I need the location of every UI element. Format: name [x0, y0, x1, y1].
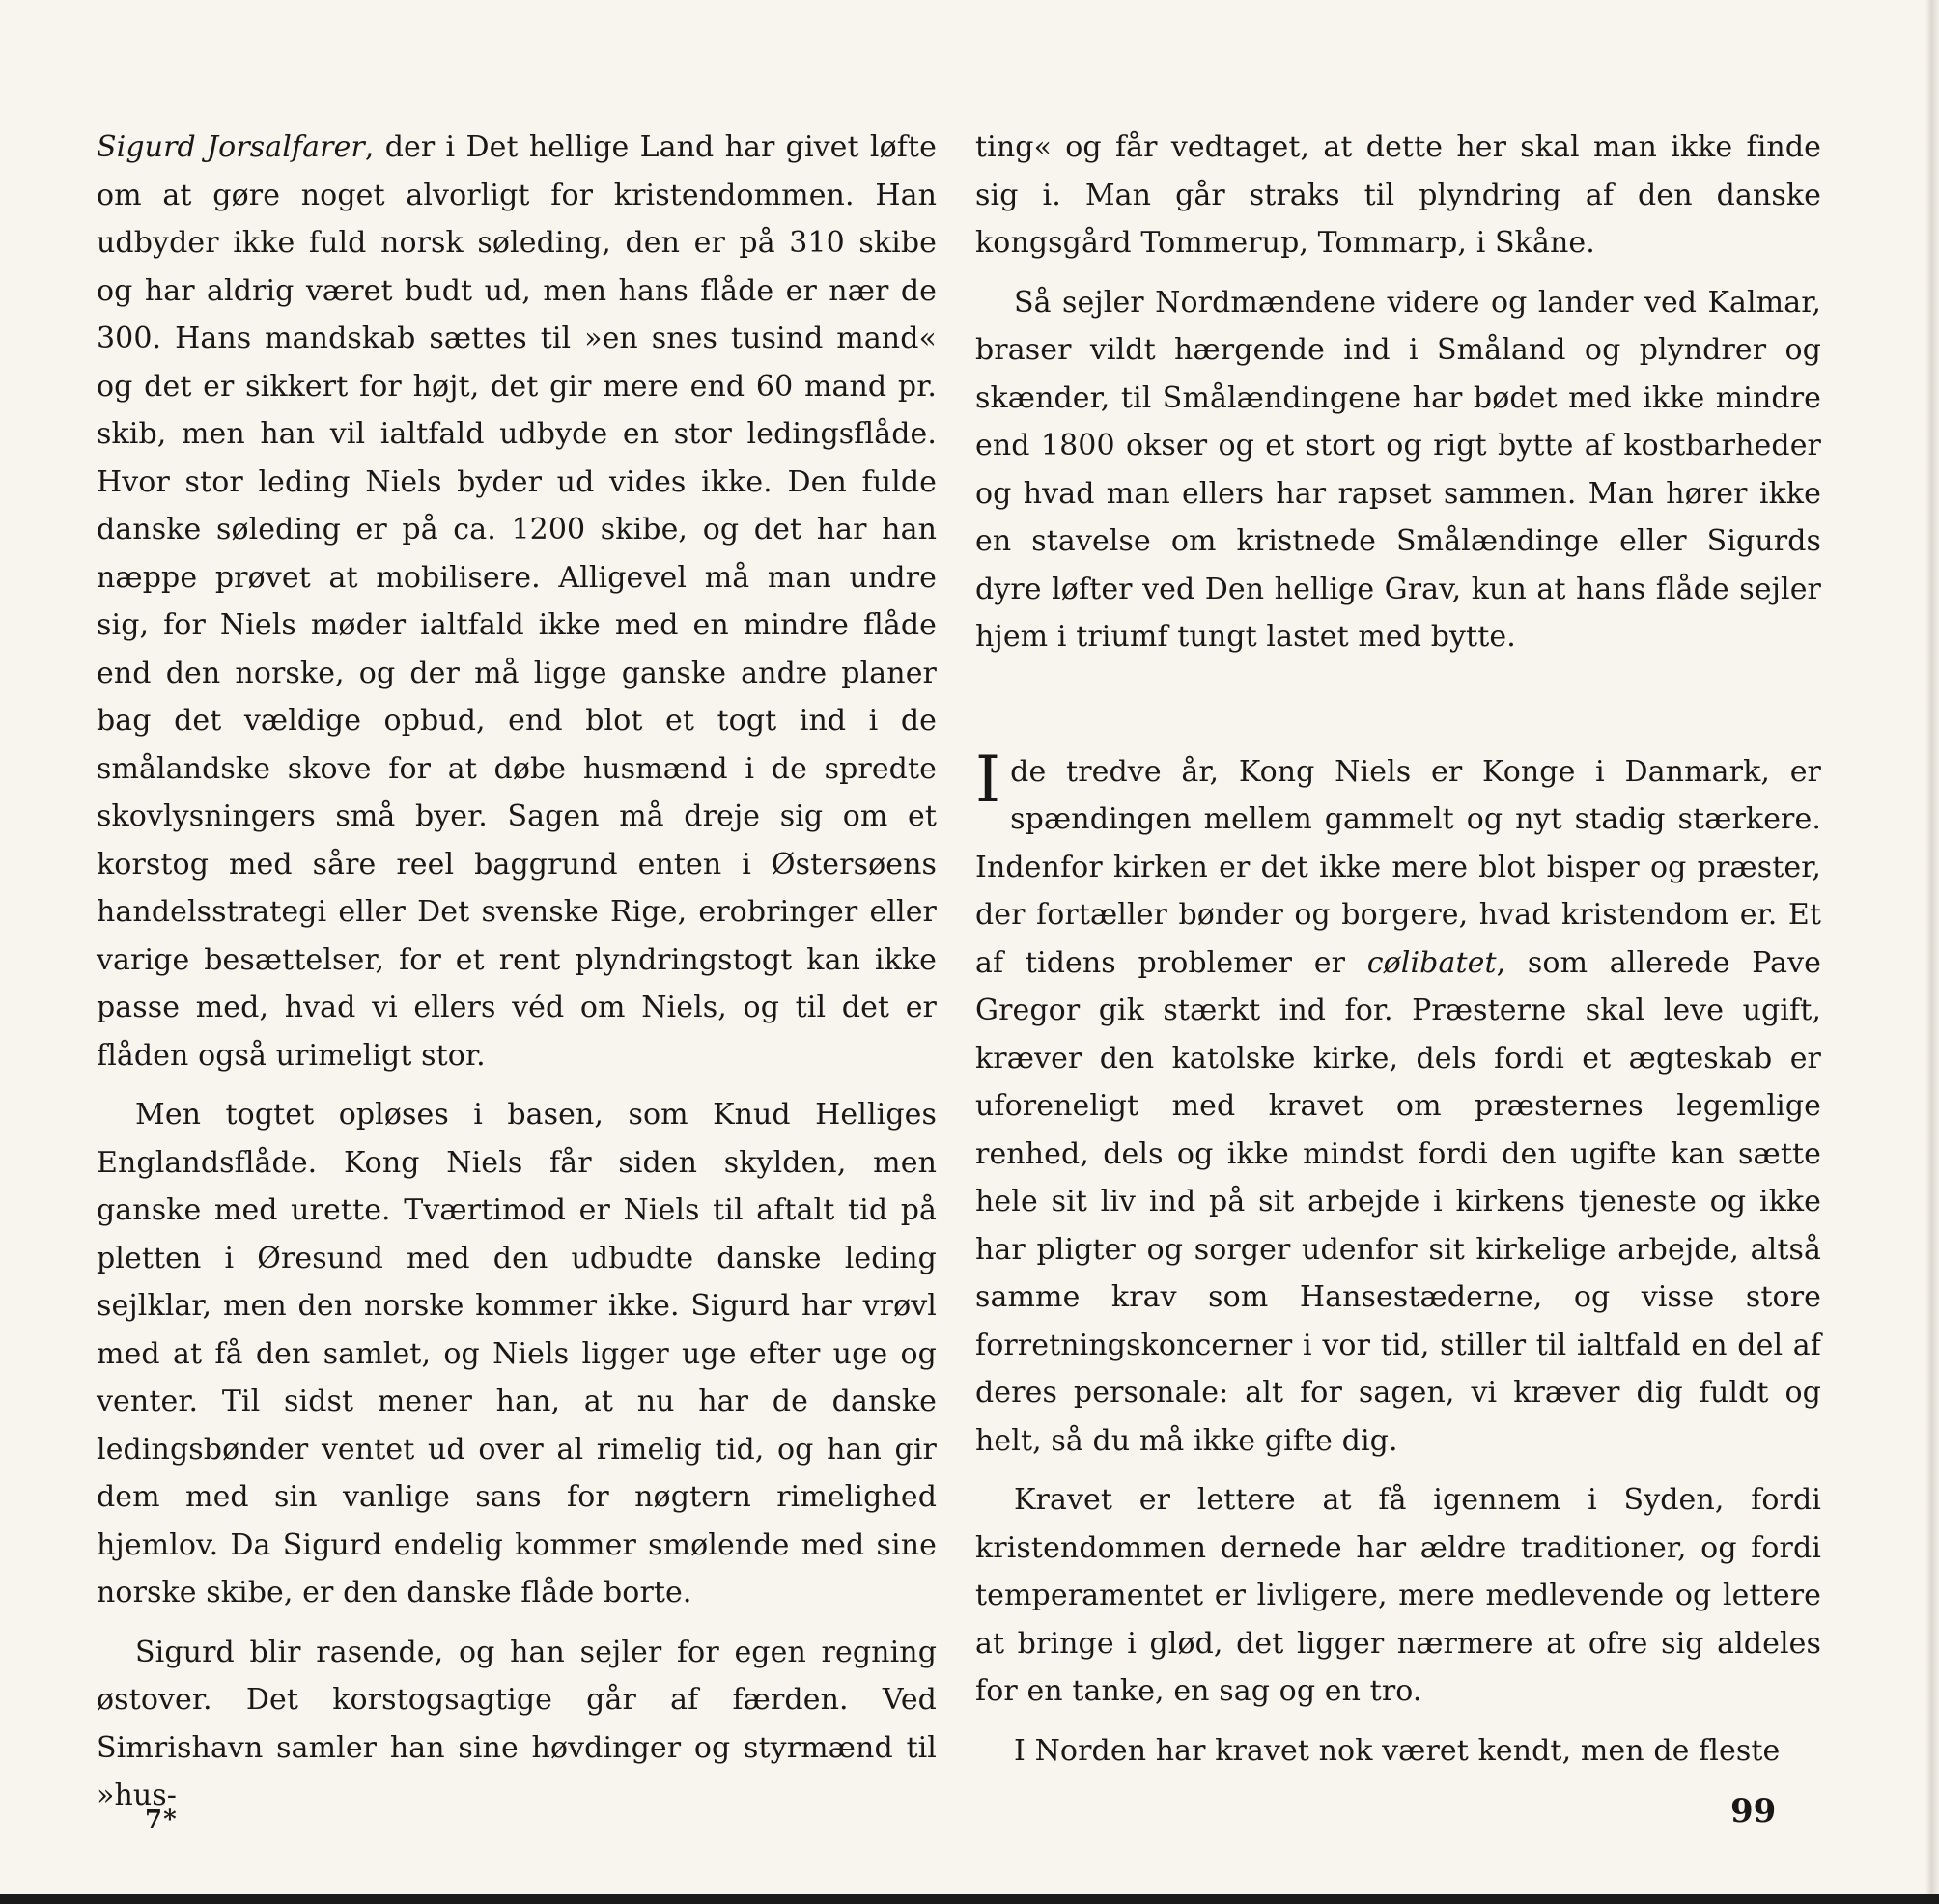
right-paragraph-3 [975, 742, 1821, 1466]
paragraph-gap [97, 1079, 937, 1091]
left-column [97, 124, 937, 1820]
page-edge-shadow [1925, 0, 1939, 1904]
signature-mark: 7* [145, 1806, 178, 1834]
page-bottom-shadow [0, 1894, 1939, 1904]
right-paragraph-4: Kravet er lettere at få igennem i Syden, fordi kristendommen dernede har ældre traditioner, og fordi temperamentet er livligere, mere medlevende og lettere at bringe i glød, det ligger nærmere at ofre sig aldeles for en tanke, en sag og en tro. [975, 1483, 1821, 1708]
right-paragraph-3-a: de tredve år, Kong Niels er Konge i Danmark, er spændingen mellem gammelt og nyt stadig stærkere. Indenfor kirken er det ikke mere blot bisper og præster, der fortæller bønder og borgere, hvad kristendom er. Et af tidens problemer er [975, 754, 1821, 980]
right-paragraph-5: I Norden har kravet nok været kendt, men de fleste [1014, 1733, 1781, 1768]
dropcap-letter: I [975, 742, 1001, 817]
left-paragraph-3: Sigurd blir rasende, og han sejler for egen regning østover. Det korstogsagtige går af færden. Ved Simrishavn samler han sine høvdinger og styrmænd til »hus- [97, 1635, 937, 1812]
paragraph-gap [97, 1617, 937, 1629]
italic-term: cølibatet [1366, 945, 1497, 980]
section-gap [975, 661, 1821, 748]
italic-name: Sigurd Jorsalfarer [97, 130, 365, 164]
right-paragraph-3-b: , som allerede Pave Gregor gik stærkt ind for. Præsterne skal leve ugift, kræver den katolske kirke, dels fordi et ægteskab er uforeneligt med kravet om præsternes legemlige renhed, dels og ikke mindst fordi den ugifte kan sætte hele sit liv ind på sit arbejde i kirkens tjeneste og ikke har pligter og sorger udenfor sit kirkelige arbejde, altså samme krav som Hansestæderne, og visse store forretningskoncerner i vor tid, stiller til ialtfald en del af deres personale: alt for sagen, vi kræver dig fuldt og helt, så du må ikke gifte dig. [975, 945, 1821, 1458]
right-paragraph-2: Så sejler Nordmændene videre og lander ved Kalmar, braser vildt hærgende ind i Småland og plyndrer og skænder, til Smålændingene har bødet med ikke mindre end 1800 okser og et stort og rigt bytte af kostbarheder og hvad man ellers har rapset sammen. Man hører ikke en stavelse om kristnede Smålændinge eller Sigurds dyre løfter ved Den hellige Grav, kun at hans flåde sejler hjem i triumf tungt lastet med bytte. [975, 285, 1821, 654]
left-paragraph-1-text: , der i Det hellige Land har givet løfte om at gøre noget alvorligt for kristendommen. Han udbyder ikke fuld norsk søleding, den er på 310 skibe og har aldrig været budt ud, men hans flåde er nær de 300. Hans mandskab sættes til »en snes tusind mand« og det er sikkert for højt, det gir mere end 60 mand pr. skib, men han vil ialtfald udbyde en stor ledingsflåde. Hvor stor leding Niels byder ud vides ikke. Den fulde danske søleding er på ca. 1200 skibe, og det har han næppe prøvet at mobilisere. Alligevel må man undre sig, for Niels møder ialtfald ikke med en mindre flåde end den norske, og der må ligge ganske andre planer bag det vældige opbud, end blot et togt ind i de smålandske skove for at døbe husmænd i de spredte skovlysningers små byer. Sagen må dreje sig om et korstog med såre reel baggrund enten i Østersøens handelsstrategi eller Det svenske Rige, erobringer eller varige besættelser, for et rent plyndringstogt kan ikke passe med, hvad vi ellers véd om Niels, og til det er flåden også urimeligt stor. [97, 130, 937, 1073]
right-column [975, 124, 1821, 1775]
page-number: 99 [1730, 1792, 1777, 1831]
paragraph-gap [975, 1716, 1821, 1727]
paragraph-gap [975, 267, 1821, 279]
left-paragraph-2: Men togtet opløses i basen, som Knud Helliges Englandsflåde. Kong Niels får siden skylden, men ganske med urette. Tværtimod er Niels til aftalt tid på pletten i Øresund med den udbudte danske leding sejlklar, men den norske kommer ikke. Sigurd har vrøvl med at få den samlet, og Niels ligger uge efter uge og venter. Til sidst mener han, at nu har de danske ledingsbønder ventet ud over al rimelig tid, og han gir dem med sin vanlige sans for nøgtern rimelighed hjemlov. Da Sigurd endelig kommer smølende med sine norske skibe, er den danske flåde borte. [97, 1098, 937, 1610]
left-paragraph-1 [97, 124, 937, 1079]
right-paragraph-1: ting« og får vedtaget, at dette her skal man ikke finde sig i. Man går straks til plyndring af den danske kongsgård Tommerup, Tommarp, i Skåne. [975, 130, 1821, 260]
paragraph-gap [975, 1465, 1821, 1476]
